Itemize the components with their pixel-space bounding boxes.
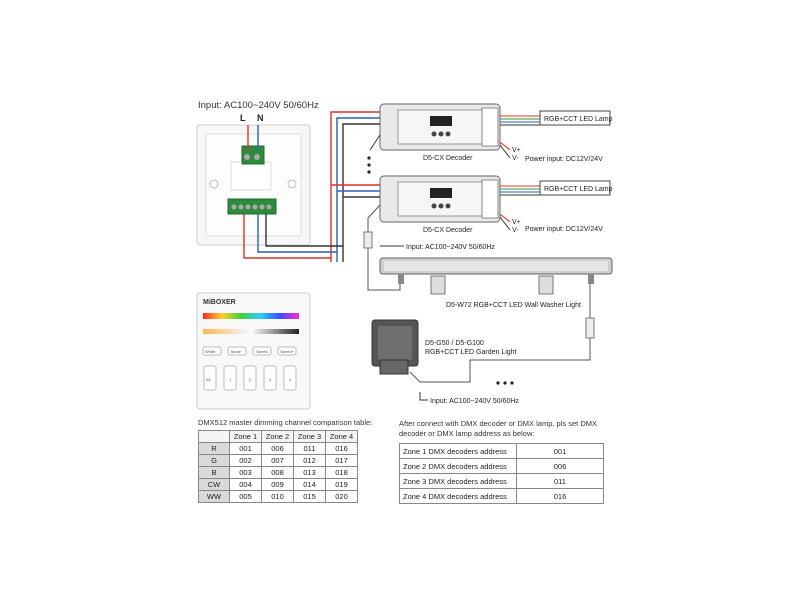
row-label: CW — [199, 479, 230, 491]
panel-btn-speed: Speed — [256, 349, 268, 354]
address-label: Zone 2 DMX decoders address — [400, 459, 517, 474]
channel-cell: 012 — [294, 455, 326, 467]
table-row — [199, 479, 358, 491]
zone-1: 1 — [229, 377, 232, 382]
row-label: B — [199, 467, 230, 479]
zone-all: All — [206, 377, 211, 382]
table-row — [199, 491, 358, 503]
table-row — [400, 474, 604, 489]
input-power-label-mid: Input: AC100~240V 50/60Hz — [406, 244, 495, 251]
panel-btn-speedplus: Speed+ — [280, 349, 294, 354]
channel-cell: 001 — [230, 443, 262, 455]
table-row — [400, 489, 604, 504]
decoder-2-label: D5-CX Decoder — [423, 227, 473, 234]
vminus-1: V- — [512, 155, 519, 162]
vplus-1: V+ — [512, 147, 521, 154]
address-label: Zone 3 DMX decoders address — [400, 474, 517, 489]
dmx-header-cell: Zone 1 — [230, 431, 262, 443]
channel-cell: 016 — [326, 443, 358, 455]
decoder-1-label: D5-CX Decoder — [423, 155, 473, 162]
channel-cell: 007 — [262, 455, 294, 467]
row-label: R — [199, 443, 230, 455]
input-power-label-bottom: Input: AC100~240V 50/60Hz — [430, 398, 519, 405]
wallwasher-label: D5-W72 RGB+CCT LED Wall Washer Light — [446, 302, 581, 309]
dmx-header-cell: Zone 4 — [326, 431, 358, 443]
neutral-label: N — [257, 113, 264, 123]
address-value: 001 — [517, 444, 604, 459]
channel-cell: 020 — [326, 491, 358, 503]
dmx-header-row — [199, 431, 358, 443]
channel-cell: 009 — [262, 479, 294, 491]
lamp-1-label: RGB+CCT LED Lamp — [544, 116, 613, 123]
zone-2: 2 — [249, 377, 252, 382]
channel-cell: 004 — [230, 479, 262, 491]
live-label: L — [240, 113, 246, 123]
dmx-channel-table — [198, 430, 358, 503]
channel-cell: 018 — [326, 467, 358, 479]
wall-panel-front — [197, 293, 310, 409]
zone-4: 4 — [289, 377, 292, 382]
dmx-header-cell — [199, 431, 230, 443]
vminus-2: V- — [512, 227, 519, 234]
lamp-2-label: RGB+CCT LED Lamp — [544, 186, 613, 193]
power-input-1: Power input: DC12V/24V — [525, 156, 603, 163]
dmx-connector — [364, 232, 372, 248]
address-label: Zone 1 DMX decoders address — [400, 444, 517, 459]
channel-cell: 006 — [262, 443, 294, 455]
address-value: 016 — [517, 489, 604, 504]
connector-2 — [586, 318, 594, 338]
garden-light — [372, 320, 418, 374]
table-row — [199, 455, 358, 467]
table-row — [199, 467, 358, 479]
decoder-address-table — [399, 443, 604, 504]
channel-cell: 008 — [262, 467, 294, 479]
dmx-header-cell: Zone 3 — [294, 431, 326, 443]
dmx-decoder-1 — [380, 104, 500, 150]
table-row — [400, 444, 604, 459]
address-label: Zone 4 DMX decoders address — [400, 489, 517, 504]
power-input-2: Power input: DC12V/24V — [525, 226, 603, 233]
dmx-decoder-2 — [380, 176, 500, 222]
vplus-2: V+ — [512, 219, 521, 226]
panel-btn-mode: Mode — [231, 349, 242, 354]
panel-brand: MiBOXER — [203, 299, 236, 306]
dmx-header-cell: Zone 2 — [262, 431, 294, 443]
address-table-caption: After connect with DMX decoder or DMX lamp, pls set DMX decoder or DMX lamp address as below: — [399, 419, 597, 438]
dmx-table-caption: DMX512 master dimming channel comparison table: — [198, 418, 373, 427]
channel-cell: 017 — [326, 455, 358, 467]
garden-model-label: D5-G50 / D5-G100 — [425, 340, 484, 347]
table-row — [400, 459, 604, 474]
wall-panel-back — [197, 125, 310, 245]
row-label: G — [199, 455, 230, 467]
input-power-label-top: Input: AC100~240V 50/60Hz — [198, 100, 319, 111]
zone-3: 3 — [269, 377, 272, 382]
panel-btn-white: White — [205, 349, 216, 354]
garden-name-label: RGB+CCT LED Garden Light — [425, 349, 517, 356]
channel-cell: 011 — [294, 443, 326, 455]
channel-cell: 019 — [326, 479, 358, 491]
address-value: 011 — [517, 474, 604, 489]
channel-cell: 005 — [230, 491, 262, 503]
channel-cell: 013 — [294, 467, 326, 479]
channel-cell: 010 — [262, 491, 294, 503]
wall-washer-light — [380, 258, 612, 294]
row-label: WW — [199, 491, 230, 503]
table-row — [199, 443, 358, 455]
channel-cell: 002 — [230, 455, 262, 467]
channel-cell: 015 — [294, 491, 326, 503]
address-value: 006 — [517, 459, 604, 474]
channel-cell: 014 — [294, 479, 326, 491]
channel-cell: 003 — [230, 467, 262, 479]
